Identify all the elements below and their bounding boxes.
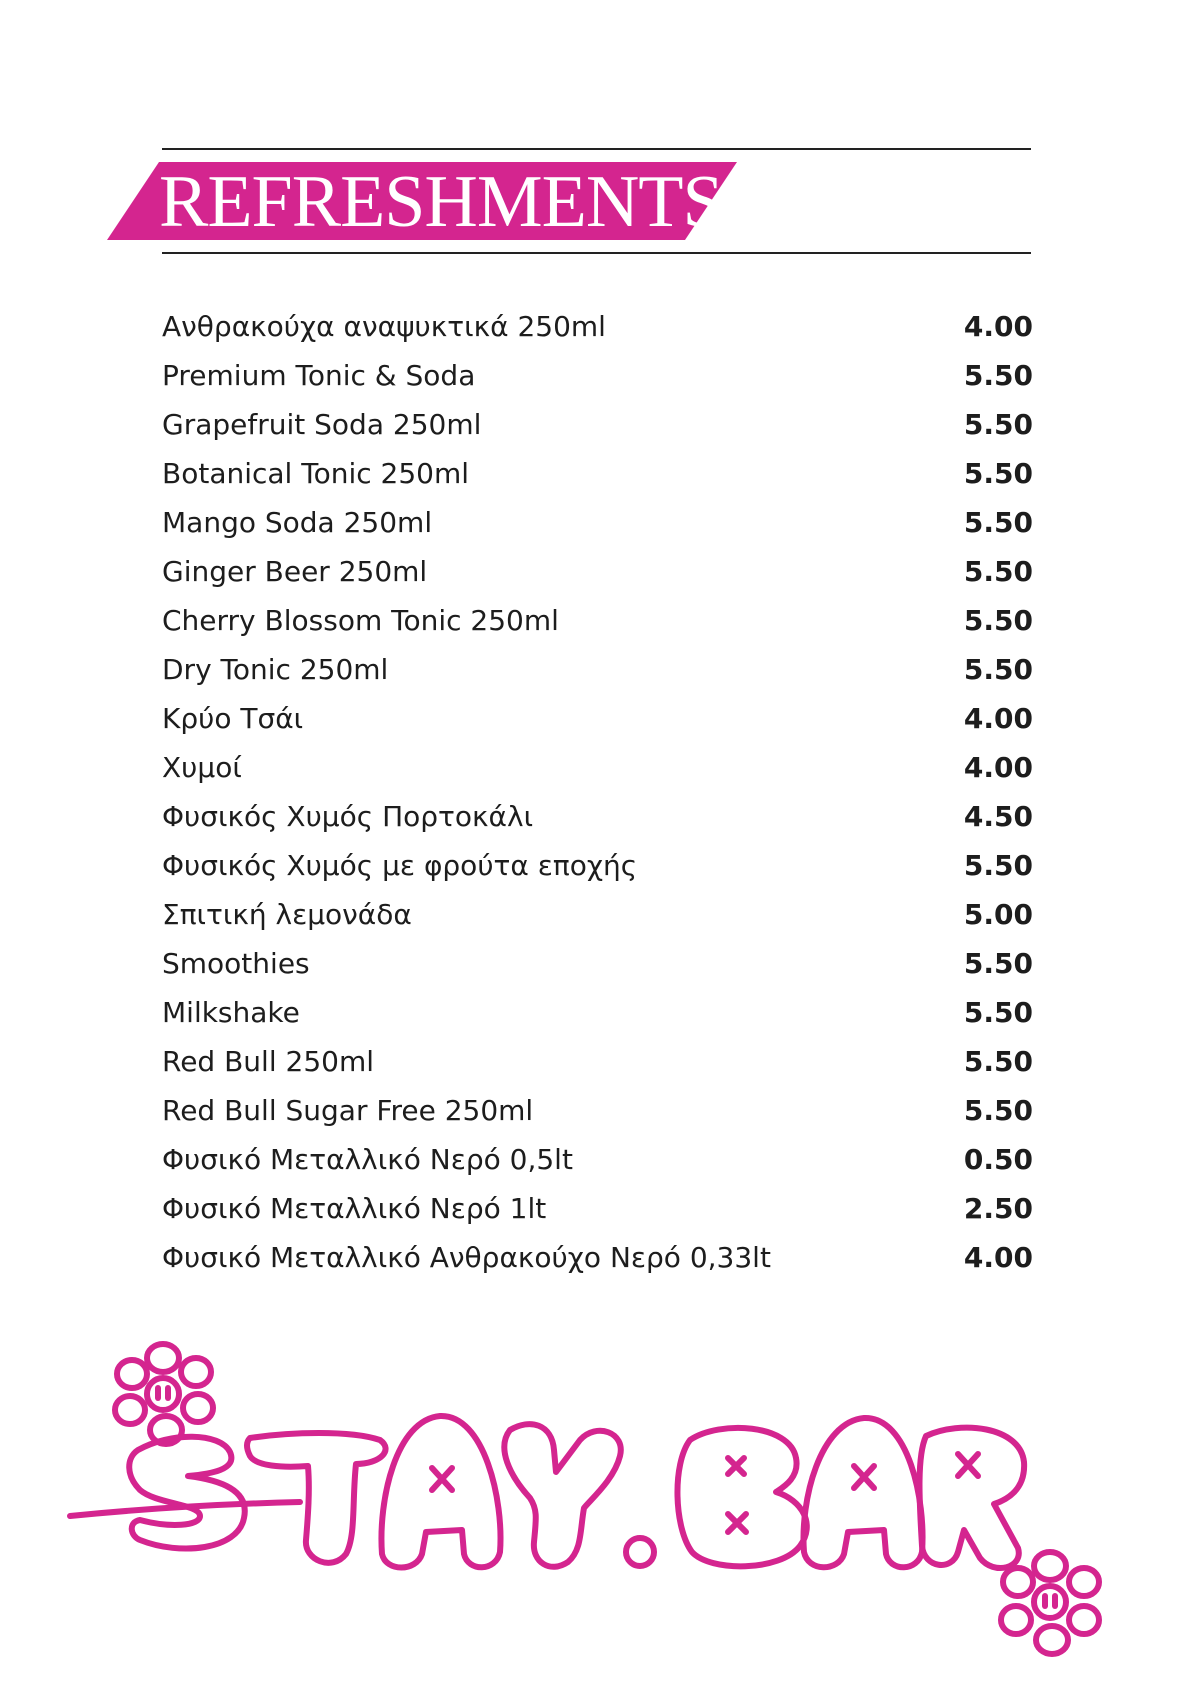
flower-icon: [115, 1344, 213, 1444]
menu-item-name: Ginger Beer 250ml: [162, 555, 428, 588]
menu-item-price: 5.50: [963, 604, 1033, 637]
menu-item: [162, 547, 1033, 596]
menu-item: [162, 1135, 1033, 1184]
menu-item: [162, 1086, 1033, 1135]
menu-item: [162, 743, 1033, 792]
menu-item-name: Botanical Tonic 250ml: [162, 457, 470, 490]
menu-item-name: Milkshake: [162, 996, 300, 1029]
menu-item: [162, 351, 1033, 400]
section-title: REFRESHMENTS: [159, 161, 723, 243]
graffiti-logo-icon: [60, 1340, 1120, 1670]
menu-item: [162, 302, 1033, 351]
menu-item-name: Φυσικό Μεταλλικό Νερό 1lt: [162, 1192, 547, 1225]
menu-item-price: 4.00: [963, 1241, 1033, 1274]
menu-item-price: 5.50: [963, 653, 1033, 686]
menu-item-price: 5.50: [963, 849, 1033, 882]
menu-item-price: 4.50: [963, 800, 1033, 833]
flower-icon: [1001, 1552, 1099, 1654]
menu-item-price: 5.50: [963, 947, 1033, 980]
menu-item-name: Σπιτική λεμονάδα: [162, 898, 412, 931]
menu-item-price: 5.50: [963, 506, 1033, 539]
menu-item-name: Κρύο Τσάι: [162, 702, 304, 735]
menu-item-price: 2.50: [963, 1192, 1033, 1225]
menu-item-price: 5.50: [963, 359, 1033, 392]
menu-item: [162, 1233, 1033, 1282]
menu-item: [162, 1184, 1033, 1233]
menu-item-name: Mango Soda 250ml: [162, 506, 433, 539]
menu-item-price: 0.50: [963, 1143, 1033, 1176]
menu-item: [162, 939, 1033, 988]
menu-item: [162, 694, 1033, 743]
menu-item-name: Φυσικό Μεταλλικό Ανθρακούχο Νερό 0,33lt: [162, 1241, 771, 1274]
menu-item-name: Dry Tonic 250ml: [162, 653, 389, 686]
menu-item-name: Cherry Blossom Tonic 250ml: [162, 604, 559, 637]
menu-item-price: 4.00: [963, 702, 1033, 735]
section-banner: [107, 161, 737, 243]
menu-item-name: Grapefruit Soda 250ml: [162, 408, 482, 441]
menu-item-name: Χυμοί: [162, 751, 242, 784]
menu-item-name: Φυσικό Μεταλλικό Νερό 0,5lt: [162, 1143, 573, 1176]
menu-item: [162, 400, 1033, 449]
menu-item: [162, 988, 1033, 1037]
menu-item-name: Smoothies: [162, 947, 310, 980]
menu-item-price: 5.00: [963, 898, 1033, 931]
menu-item: [162, 645, 1033, 694]
top-rule: [162, 148, 1031, 150]
menu-item-name: Φυσικός Χυμός με φρούτα εποχής: [162, 849, 638, 882]
menu-item-price: 5.50: [963, 555, 1033, 588]
menu-item-price: 4.00: [963, 310, 1033, 343]
menu-list: [162, 302, 1033, 1282]
menu-item-price: 5.50: [963, 1094, 1033, 1127]
menu-item-name: Red Bull 250ml: [162, 1045, 375, 1078]
menu-item-price: 5.50: [963, 457, 1033, 490]
menu-item: [162, 890, 1033, 939]
menu-item-price: 4.00: [963, 751, 1033, 784]
bottom-rule: [162, 252, 1031, 254]
menu-item: [162, 1037, 1033, 1086]
menu-item-name: Red Bull Sugar Free 250ml: [162, 1094, 534, 1127]
menu-item-name: Premium Tonic & Soda: [162, 359, 476, 392]
menu-item-name: Φυσικός Χυμός Πορτοκάλι: [162, 800, 534, 833]
menu-item: [162, 792, 1033, 841]
menu-item-price: 5.50: [963, 408, 1033, 441]
menu-item-name: Ανθρακούχα αναψυκτικά 250ml: [162, 310, 606, 343]
menu-item: [162, 498, 1033, 547]
menu-item: [162, 449, 1033, 498]
menu-item-price: 5.50: [963, 996, 1033, 1029]
menu-item: [162, 841, 1033, 890]
menu-item-price: 5.50: [963, 1045, 1033, 1078]
menu-item: [162, 596, 1033, 645]
